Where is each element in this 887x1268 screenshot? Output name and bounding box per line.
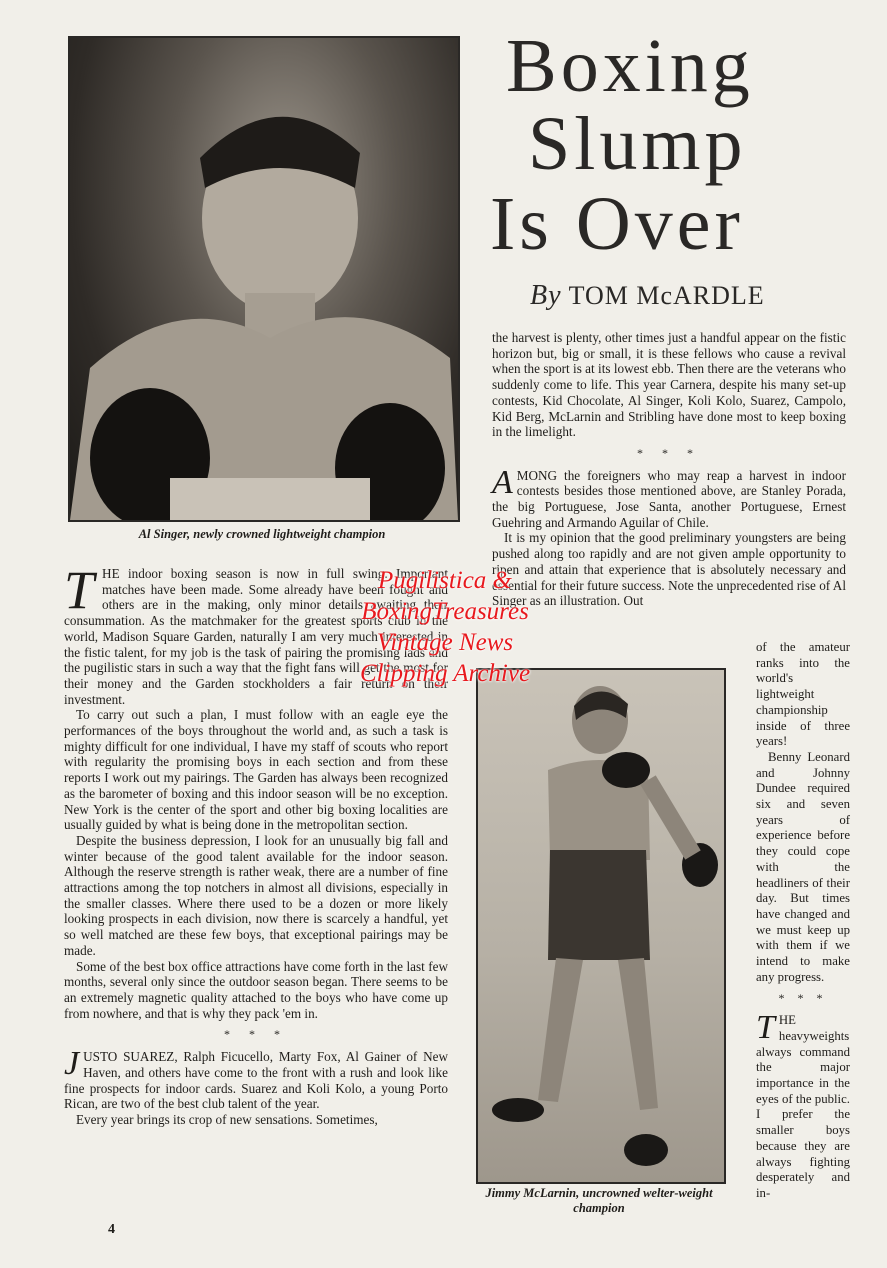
paragraph-5-text: USTO SUAREZ, Ralph Ficucello, Marty Fox, Al Gainer of New Haven, and others have come to the front with a rush and look like fine prospects for indoor cards. Suarez and Koli Kolo, a young Porto Rican, are two of the best club talent of the year. [64,1049,448,1112]
dropcap-t: T [64,560,95,620]
section-divider: * * * [224,1027,288,1042]
byline [530,280,765,312]
watermark-line-3: Vintage News [376,629,514,656]
paragraph-6: Every year brings its crop of new sensations. Sometimes, [76,1111,378,1127]
photo-al-singer [68,36,460,522]
dropcap-a: A [492,463,513,501]
section-divider-r1: * * * [637,445,701,460]
title-line-2: Slump [528,102,747,186]
title-line-1: Boxing [506,24,754,108]
dropcap-t2: T [756,1009,775,1047]
watermark [300,565,590,689]
paragraph-r1: the harvest is plenty, other times just a handful appear on the fistic horizon but, big or small, it is these fellows who cause a revival when the sport is at its lowest ebb. Then there are the veterans who suddenly come to life. This year Carnera, despite his many set-up contests, Kid Chocolate, Al Singer, Koli Kolo, Suarez, Campolo, Kid Berg, McLarnin and Stribling have done most to keep boxing in the limelight. [492,330,846,440]
paragraph-5 [64,1045,448,1112]
caption-jimmy-mclarnin: Jimmy McLarnin, uncrowned welter-weight champion [485,1186,713,1215]
paragraph-r3: It is my opinion that the good preliminary youngsters are being pushed along too rapidly and are not given ample opportunity to ripen and attain that experience that is absolutely necessary and essential for their future success. Note the unprecedented rise of Al Singer as an illustration. Out [492,530,846,609]
paragraph-1-text: HE indoor boxing season is now in full swing. Important matches have been made. Some already have been fought and others are in the making, only minor details awaiting their consummation. As the matchmaker for the greatest sports club in the world, Madison Square Garden, naturally I am very much interested in the fistic talent, for my job is the task of pairing the promising lads and the pugilistic stars in such a way that the fight fans will get the most for their money and the Garden stockholders a fair return on their investment. [64,566,448,707]
section-divider-n: * * * [778,991,828,1006]
paragraph-n3 [756,1009,850,1201]
page-number: 4 [108,1222,115,1237]
paragraph-r2-text: MONG the foreigners who may reap a harvest in indoor contests besides those mentioned above, are Stanley Porada, the big Portuguese, Jose Santa, another Portuguese, Ernest Guehring and Armando Aguilar of Chile. [492,467,846,530]
right-narrow-column [756,640,850,1202]
byline-prefix: By [530,280,562,311]
paragraph-n3-text: HE heavyweights always command the major importance in the eyes of the public. I prefer the smaller boys because they are always fighting desperately and in- [756,1013,850,1200]
boxer-figure-1 [70,38,458,520]
paragraph-3: Despite the business depression, I look for an unusually big fall and winter because of the good talent available for the indoor season. Although the reserve strength is rather weak, there are a number of fine attractions among the top notchers in almost all divisions, especially in the smaller classes. Where there used to be a dozen or more likely looking prospects in each division, now there is scarcely a handful, yet so well matched are these few boys, that exceptional pairings may be made. [64,832,448,958]
paragraph-2: To carry out such a plan, I must follow with an eagle eye the performances of the boys throughout the world and, as such a task is mighty difficult for one individual, I have my staff of scouts who report with regularity the promising boys in each section and from these reports I work out my pairings. The Garden has always been recognized as the barometer of boxing and this indoor season will be no exception. New York is the center of the sport and other big boxing localities are usually guided by what is being done in the metropolitan section. [64,707,448,833]
watermark-line-4: Clipping Archive [359,660,531,687]
paragraph-r2 [492,463,846,531]
paragraph-n1: of the amateur ranks into the world's lightweight championship inside of three years! [756,640,850,749]
title-line-3: Is Over [490,182,744,266]
dropcap-j: J [64,1045,80,1083]
byline-author: TOM McARDLE [568,281,765,310]
photo-jimmy-mclarnin [476,668,726,1184]
watermark-line-1: Pugilistica & [377,567,513,594]
paragraph-n2: Benny Leonard and Johnny Dundee required six and seven years of experience before they could cope with the headliners of their day. But times have changed and we must keep up with them if we intend to make any progress. [756,749,850,984]
boxer-figure-2 [478,670,724,1182]
paragraph-4: Some of the best box office attractions have come forth in the last few months, several only since the outdoor season began. There seems to be an extremely magnetic quality attached to the boys who have come up from nowhere, and that is why they pack 'em in. [64,958,448,1021]
watermark-line-2: BoxingTreasures [361,598,529,625]
caption-al-singer: Al Singer, newly crowned lightweight champion [138,527,386,541]
